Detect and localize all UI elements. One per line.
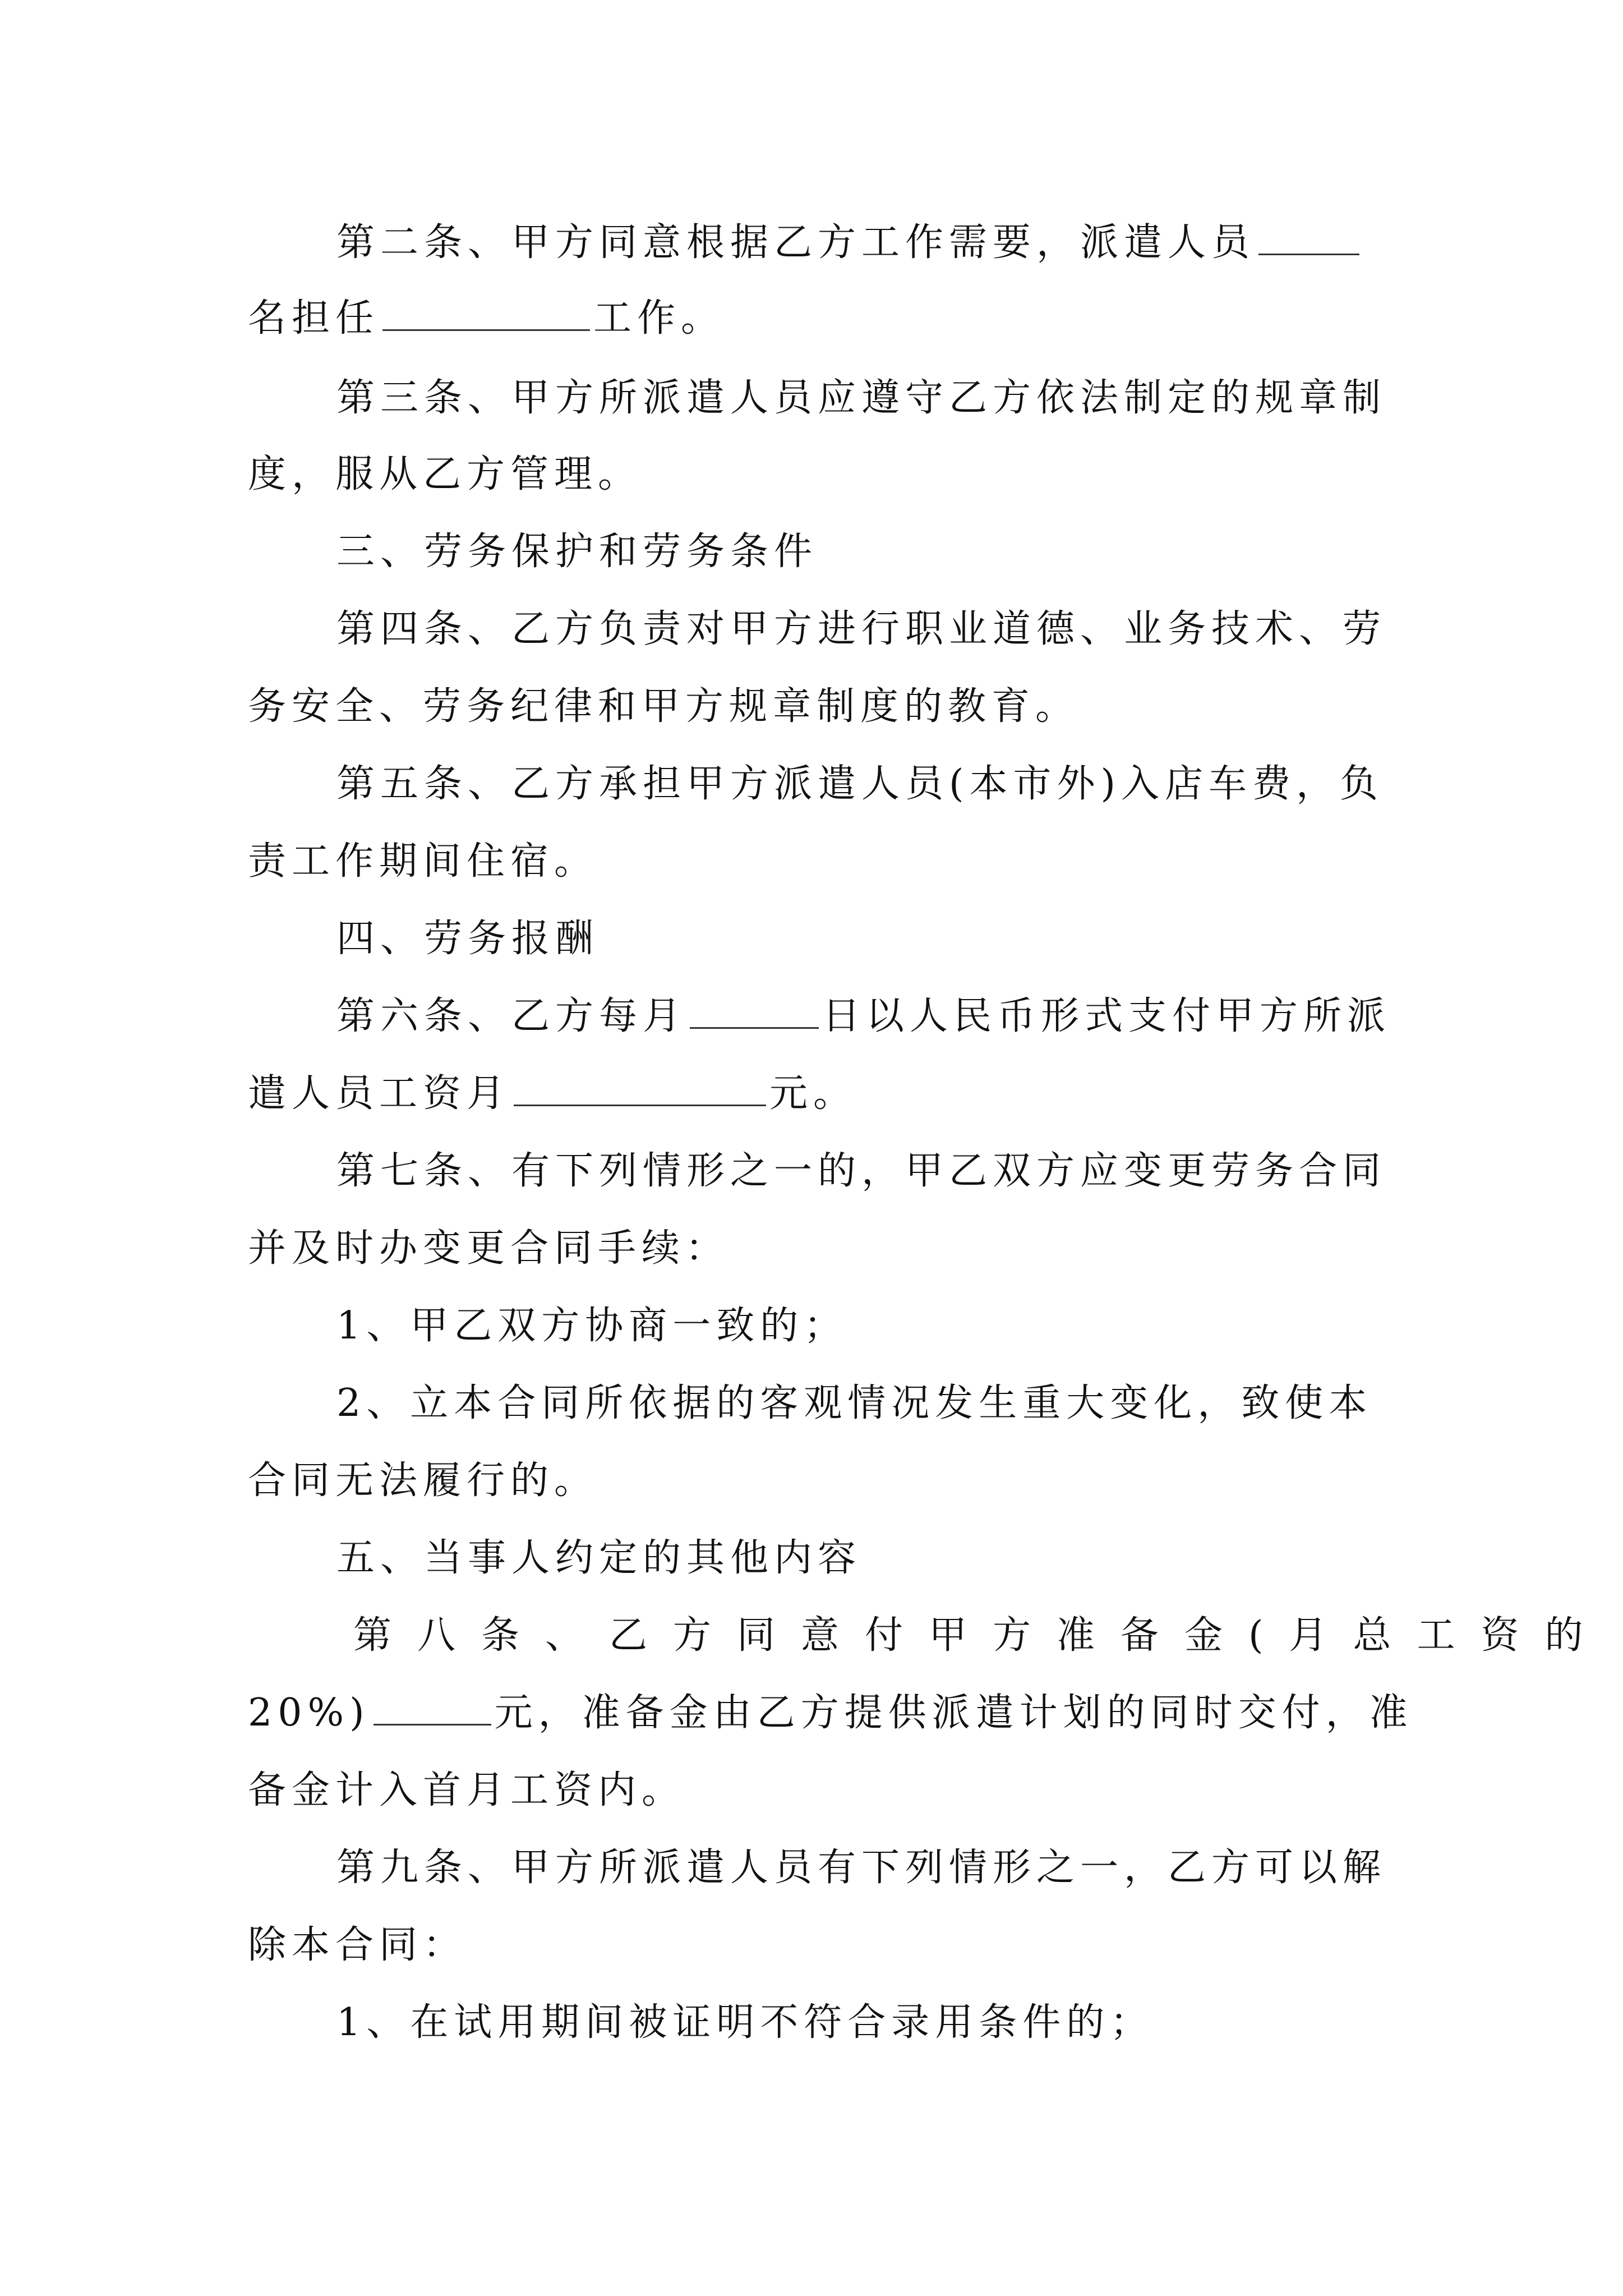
fill-blank-pay-day[interactable]	[690, 1000, 819, 1029]
article-3-line-2	[248, 435, 1394, 514]
section-3-heading	[336, 513, 1394, 591]
article-7-line-1	[336, 1132, 1394, 1211]
text: 度，服从乙方管理。	[248, 452, 642, 496]
article-4-line-1	[336, 590, 1394, 669]
text: 日以人民币形式支付甲方所派	[822, 994, 1391, 1038]
heading-text: 五、当事人约定的其他内容	[336, 1536, 862, 1580]
text: 遣人员工资月	[248, 1071, 511, 1116]
article-3-line-1	[336, 359, 1394, 438]
article-6-line-1	[336, 977, 1394, 1056]
text: 责工作期间住宿。	[248, 839, 598, 884]
fill-blank-monthly-salary[interactable]	[514, 1078, 766, 1106]
fill-blank-count[interactable]	[1258, 227, 1359, 255]
text: 1、甲乙双方协商一致的；	[336, 1304, 848, 1348]
section-4-heading	[336, 900, 1394, 978]
text: 第三条、甲方所派遣人员应遵守乙方依法制定的规章制	[336, 376, 1387, 420]
text: 元。	[769, 1071, 857, 1116]
article-9-line-2	[248, 1906, 1394, 1985]
text: 第四条、乙方负责对甲方进行职业道德、业务技术、劳	[336, 607, 1387, 651]
article-8-line-1	[353, 1596, 1609, 1675]
article-6-line-2	[248, 1055, 1394, 1133]
article-8-line-2	[248, 1674, 1413, 1752]
text: 1、在试用期间被证明不符合录用条件的；	[336, 2000, 1154, 2045]
text: 20%)	[248, 1691, 370, 1735]
heading-text: 三、劳务保护和劳务条件	[336, 530, 818, 574]
text: 元，准备金由乙方提供派遣计划的同时交付，准	[494, 1691, 1413, 1735]
text: 第二条、甲方同意根据乙方工作需要，派遣人员	[336, 220, 1256, 265]
article-5-line-2	[248, 822, 1394, 901]
text: 第九条、甲方所派遣人员有下列情形之一，乙方可以解	[336, 1846, 1387, 1890]
text: 并及时办变更合同手续：	[248, 1226, 730, 1271]
text: 第七条、有下列情形之一的，甲乙双方应变更劳务合同	[336, 1149, 1387, 1193]
section-5-heading	[336, 1519, 1394, 1598]
text: 名担任	[248, 296, 380, 341]
article-7-item-2-line-2	[248, 1442, 1394, 1520]
text: 2、立本合同所依据的客观情况发生重大变化，致使本	[336, 1381, 1373, 1425]
article-7-item-2-line-1	[336, 1364, 1394, 1443]
text: 第六条、乙方每月	[336, 994, 687, 1038]
fill-blank-position[interactable]	[382, 302, 590, 331]
fill-blank-deposit[interactable]	[374, 1697, 491, 1726]
article-4-line-2	[248, 668, 1394, 746]
text: 工作。	[593, 296, 725, 341]
text: 备金计入首月工资内。	[248, 1768, 686, 1812]
text: 务安全、劳务纪律和甲方规章制度的教育。	[248, 684, 1080, 729]
article-2-line-2	[248, 279, 1394, 358]
text: 合同无法履行的。	[248, 1458, 598, 1503]
article-9-item-1	[336, 1984, 1394, 2062]
heading-text: 四、劳务报酬	[336, 917, 600, 961]
article-2-line-1	[336, 204, 1394, 282]
article-7-item-1	[336, 1287, 1394, 1365]
article-5-line-1	[336, 745, 1394, 823]
article-9-line-1	[336, 1829, 1394, 1907]
text: 除本合同：	[248, 1923, 467, 1967]
article-7-line-2	[248, 1209, 1394, 1288]
article-8-line-3	[248, 1751, 1394, 1830]
text: 第五条、乙方承担甲方派遣人员(本市外)入店车费，负	[336, 762, 1384, 806]
text: 第八条、乙方同意付甲方准备金(月总工资的	[353, 1613, 1609, 1658]
